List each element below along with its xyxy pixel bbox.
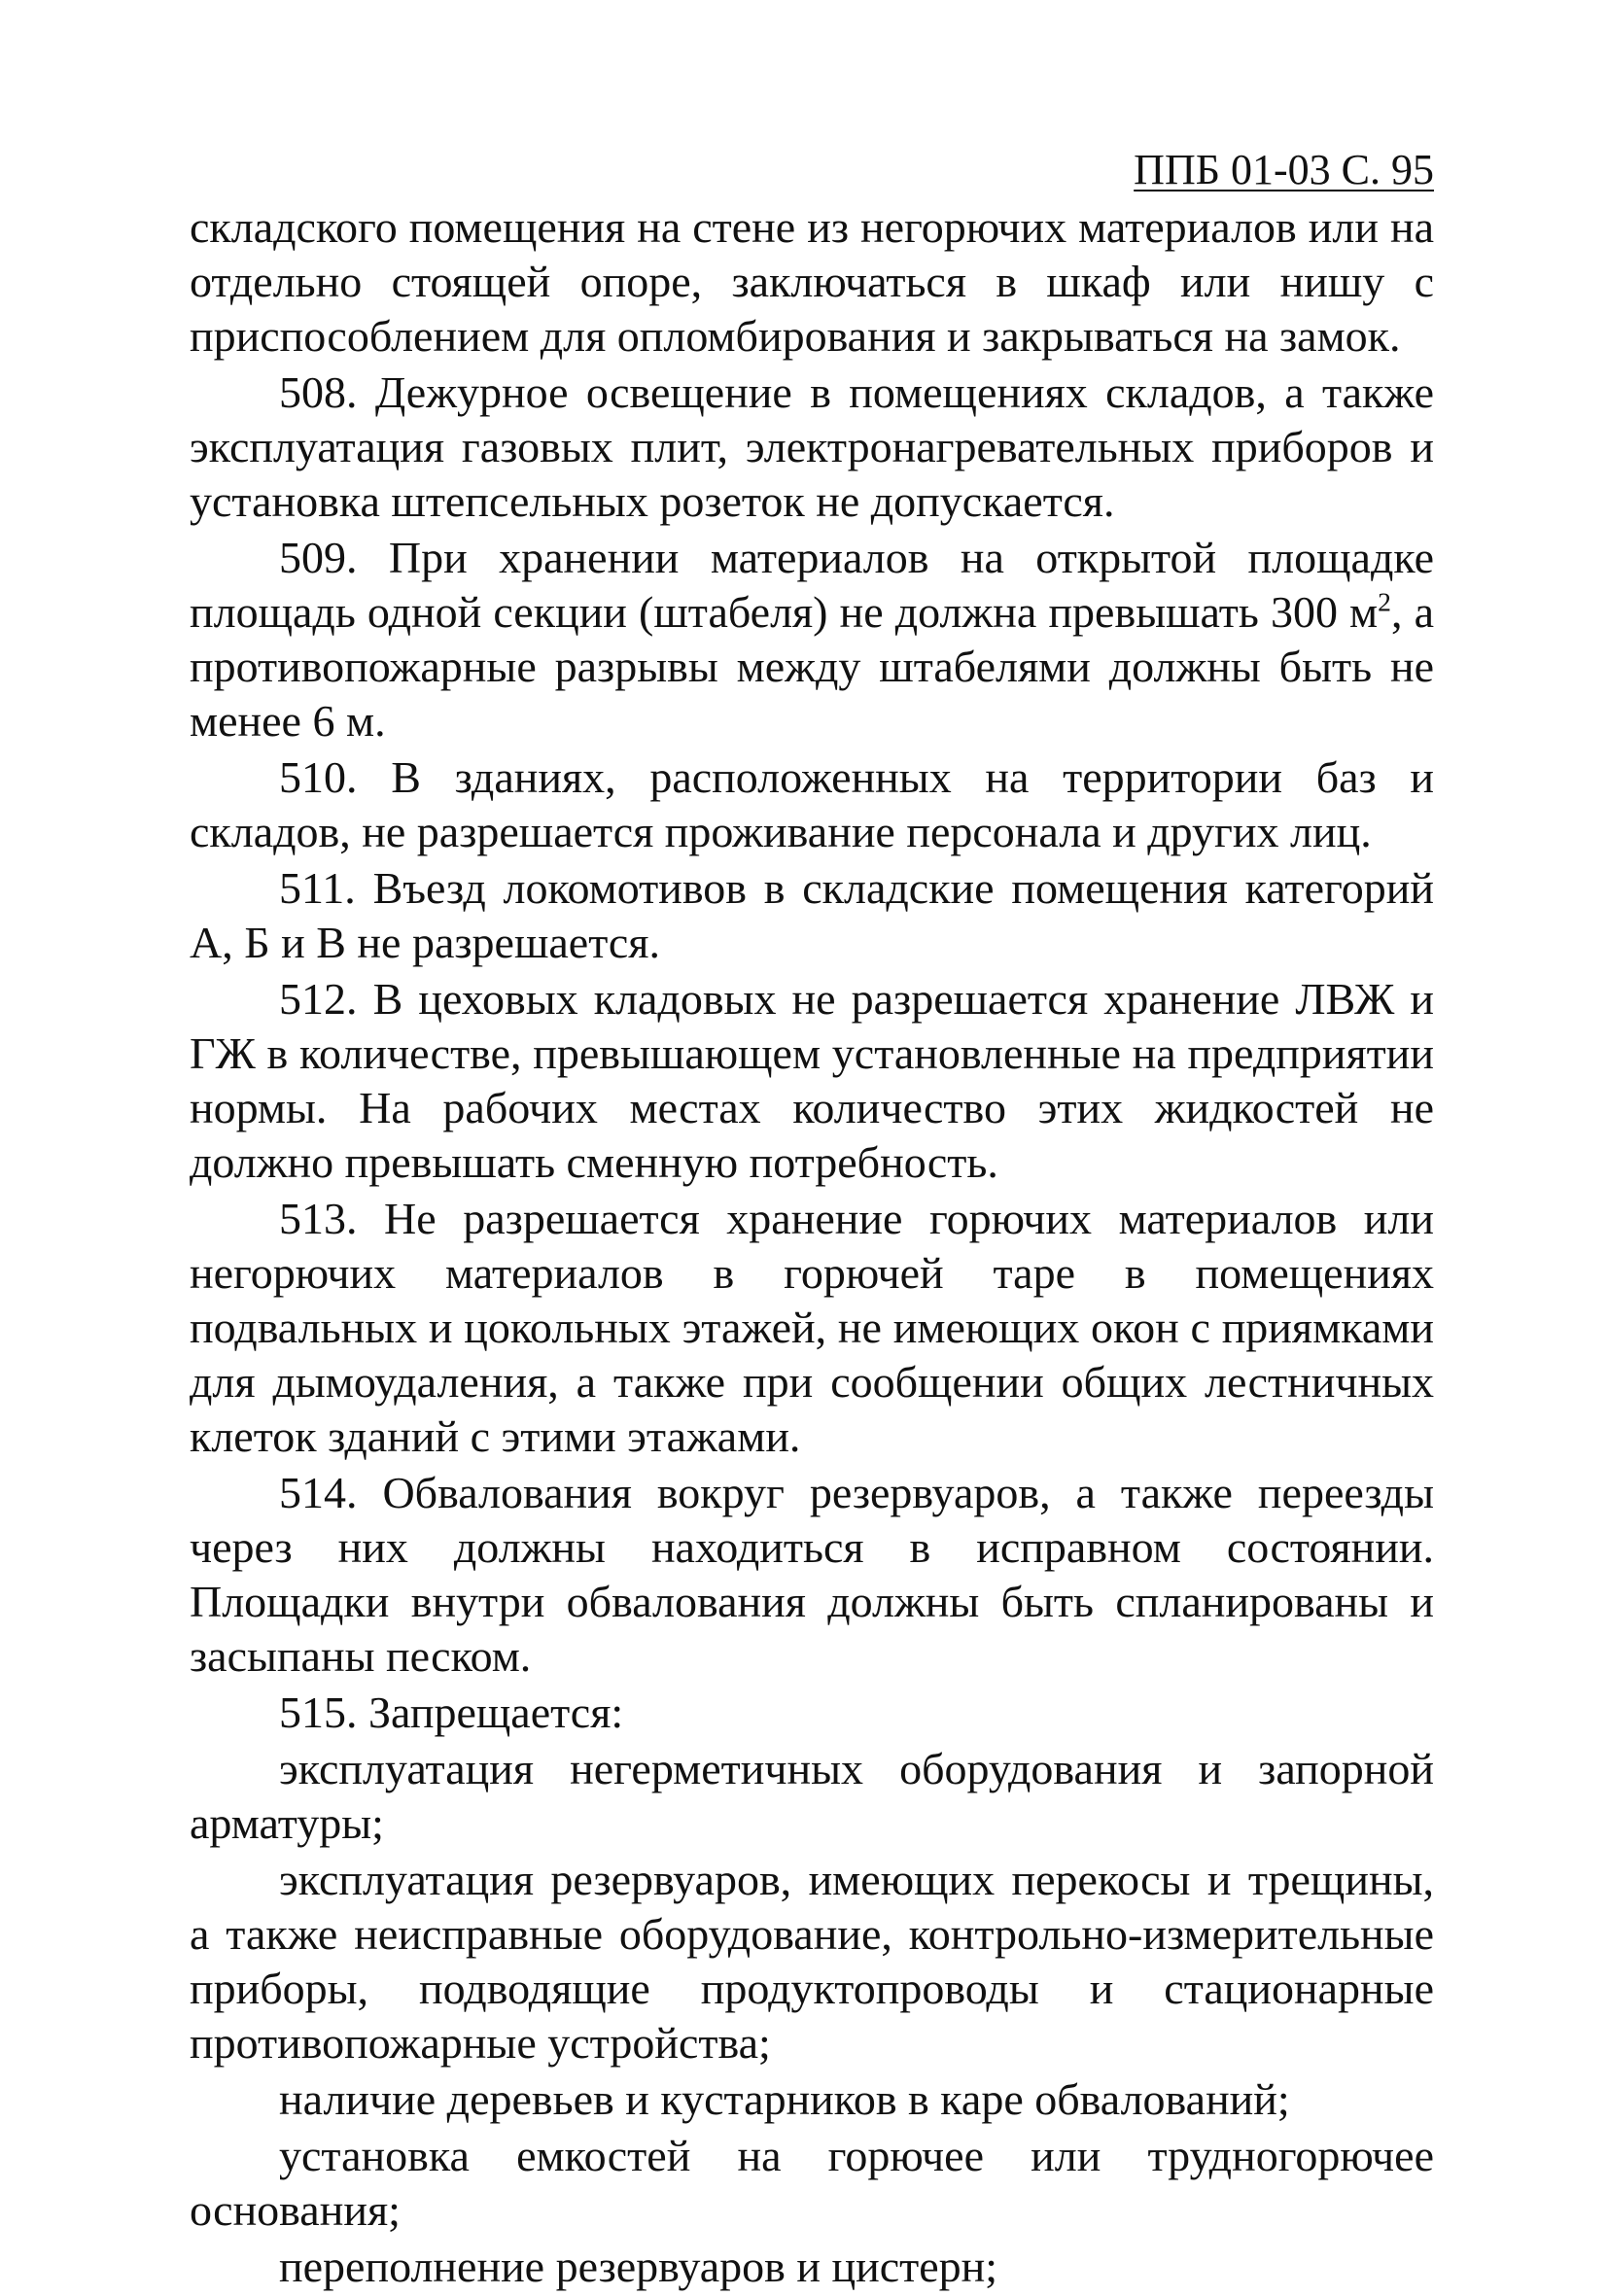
superscript-2: 2 (1378, 586, 1391, 617)
list-item: наличие деревьев и кустарников в каре обвалований; (279, 2074, 1290, 2124)
paragraph-514: 514. Обвалования вокруг резервуаров, а также переезды через них должны находиться в исправном состоянии. Площадки внутри обвалования должны быть спланированы и засыпаны песком. (190, 1468, 1434, 1681)
list-item: установка емкостей на горючее или трудногорючее основания; (190, 2131, 1434, 2235)
paragraph-510: 510. В зданиях, расположенных на территории баз и складов, не разрешается проживание персонала и других лиц. (190, 752, 1434, 856)
running-title: ППБ 01-03 С. 95 (1134, 146, 1434, 193)
paragraph-515: 515. Запрещается: (279, 1687, 624, 1737)
list-item: эксплуатация негерметичных оборудования и запорной арматуры; (190, 1744, 1434, 1848)
paragraph-513: 513. Не разрешается хранение горючих материалов или негорючих материалов в горючей таре в помещениях подвальных и цокольных этажей, не имеющих окон с приямками для дымоудаления, а также при сообщении общих лестничных клеток зданий с этими этажами. (190, 1194, 1434, 1461)
list-item: эксплуатация резервуаров, имеющих перекосы и трещины, а также неисправные оборудование, контрольно-измерительные приборы, подводящие продуктопроводы и стационарные противопожарные устройства; (190, 1855, 1434, 2068)
document-page (190, 146, 1434, 2296)
running-header (190, 146, 1434, 194)
paragraph-512: 512. В цеховых кладовых не разрешается хранение ЛВЖ и ГЖ в количестве, превышающем установленные на предприятии нормы. На рабочих местах количество этих жидкостей не должно превышать сменную потребность. (190, 974, 1434, 1187)
list-item: переполнение резервуаров и цистерн; (279, 2242, 998, 2291)
paragraph-509-part-a: 509. При хранении материалов на открытой площадке площадь одной секции (штабеля) не должна превышать 300 м (190, 533, 1434, 637)
paragraph-511: 511. Въезд локомотивов в складские помещения категорий А, Б и В не разрешается. (190, 863, 1434, 967)
paragraph-continuation: складского помещения на стене из негорючих материалов или на отдельно стоящей опоре, заключаться в шкаф или нишу с приспособлением для опломбирования и закрываться на замок. (190, 202, 1434, 361)
paragraph-509 (190, 531, 1434, 748)
paragraph-508: 508. Дежурное освещение в помещениях складов, а также эксплуатация газовых плит, электронагревательных приборов и установка штепсельных розеток не допускается. (190, 367, 1434, 526)
paragraph-509-part-b: , а противопожарные разрывы между штабелями должны быть не менее 6 м. (190, 587, 1434, 746)
